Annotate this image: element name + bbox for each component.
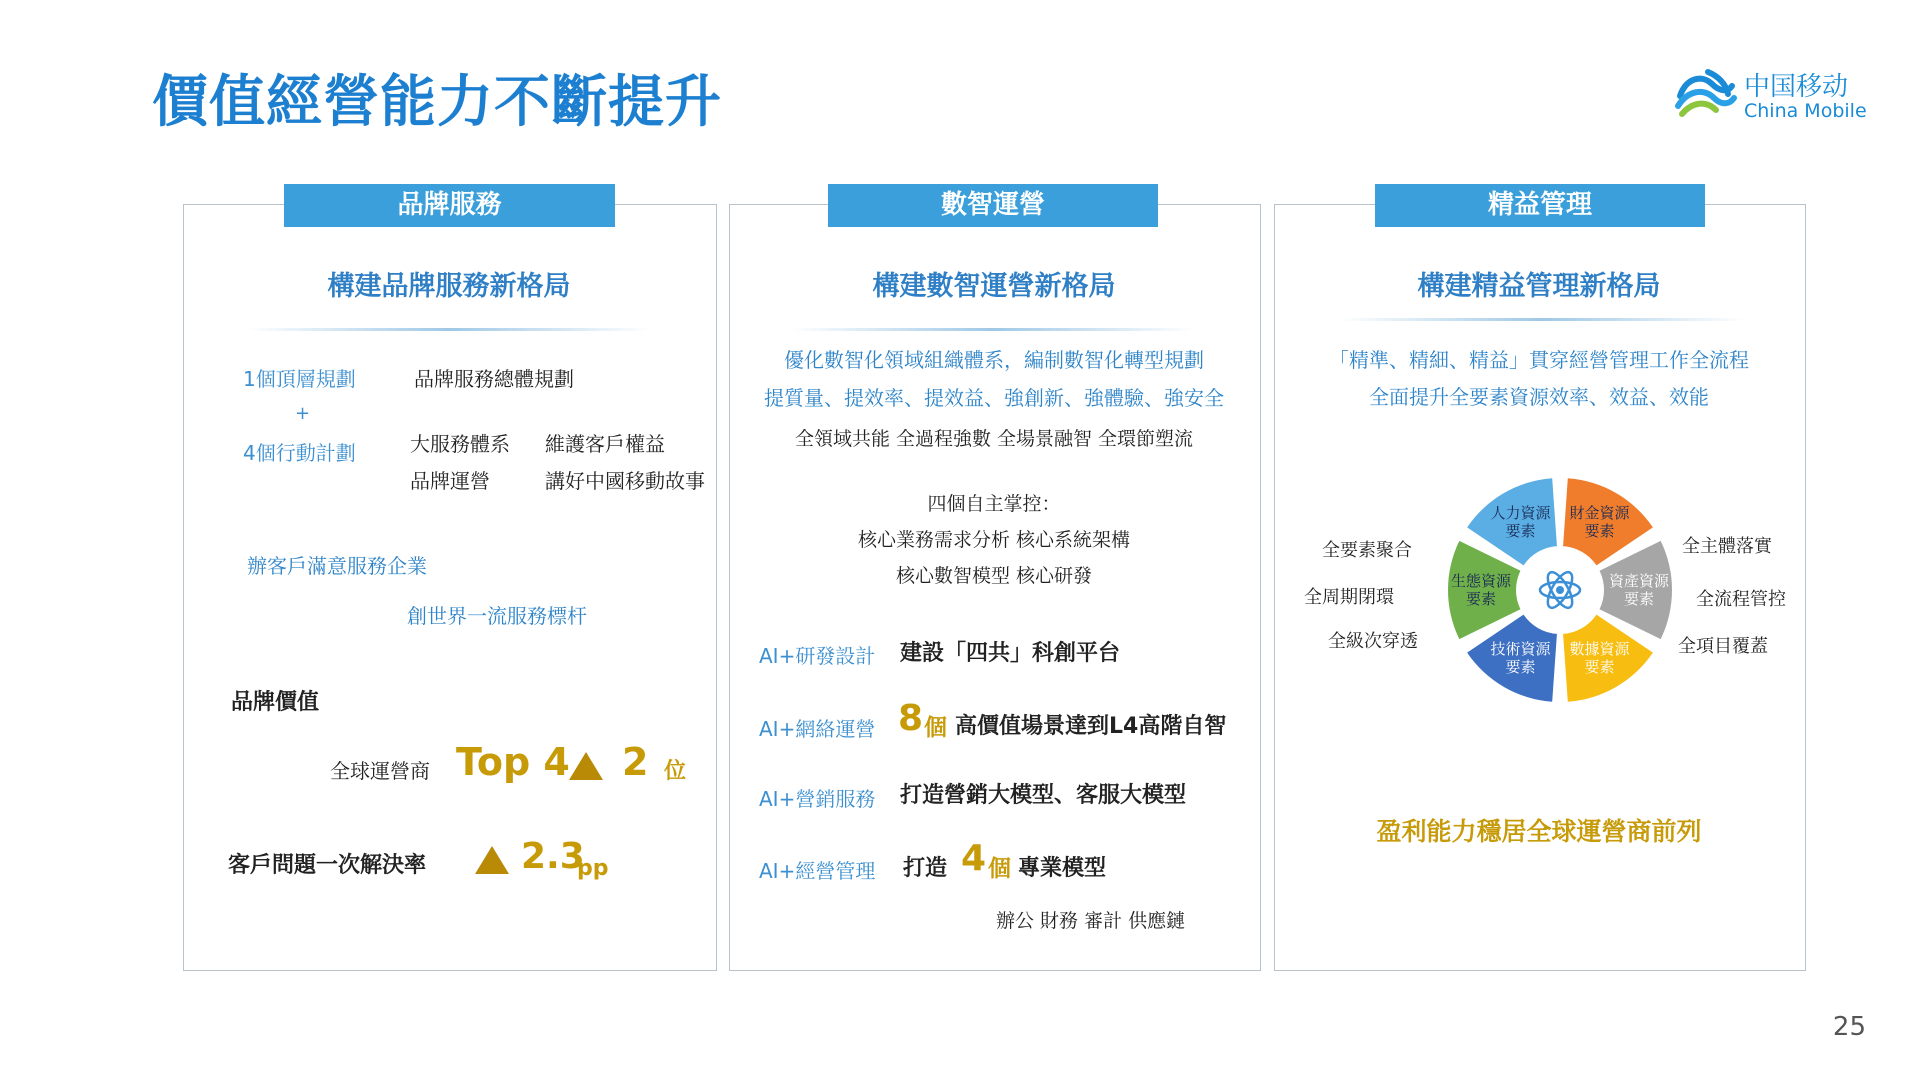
- brand-divider: [246, 328, 651, 331]
- lean-right-3: 全項目覆蓋: [1678, 636, 1768, 657]
- lean-left-2: 全周期閉環: [1304, 587, 1394, 608]
- digital-ai-2-label: AI+網絡運營: [759, 717, 876, 741]
- lean-conclusion: 盈利能力穩居全球運營商前列: [1376, 817, 1702, 846]
- brand-plan-label-1: 1個頂層規劃: [243, 367, 356, 391]
- wheel-segment-label: 數據資源 要素: [1569, 640, 1630, 677]
- page-title: 價值經營能力不斷提升: [152, 70, 722, 135]
- digital-line-3: 全領域共能 全過程強數 全場景融智 全環節塑流: [794, 428, 1194, 450]
- lean-line-2: 全面提升全要素資源效率、效益、效能: [1369, 385, 1709, 409]
- lean-left-1: 全要素聚合: [1322, 540, 1412, 561]
- digital-ai-4-pre: 打造: [903, 856, 948, 881]
- brand-plan-value-1: 品牌服務總體規劃: [414, 367, 574, 391]
- digital-ai-4-sub: 辦公 財務 審計 供應鏈: [996, 910, 1186, 932]
- resource-wheel-diagram: [1440, 455, 1680, 725]
- digital-ai-1-text: 建設「四共」科創平台: [900, 641, 1121, 666]
- digital-ai-1-label: AI+研發設計: [759, 644, 876, 668]
- logo-text-cn: 中国移动: [1744, 72, 1849, 102]
- digital-control-2: 核心數智模型 核心研發: [895, 565, 1093, 587]
- page-number: 25: [1832, 1012, 1866, 1042]
- wheel-segment-label: 技術資源 要素: [1490, 640, 1551, 677]
- logo-text-en: China Mobile: [1744, 100, 1867, 122]
- digital-line-2: 提質量、提效率、提效益、強創新、強體驗、強安全: [764, 386, 1224, 410]
- brand-rank-unit: 位: [664, 759, 687, 784]
- brand-action-1: 大服務體系: [410, 432, 510, 456]
- brand-resolve-label: 客戶問題一次解決率: [228, 853, 427, 878]
- brand-global-label: 全球運營商: [330, 759, 430, 783]
- digital-control-1: 核心業務需求分析 核心系統架構: [857, 529, 1131, 551]
- brand-action-4: 講好中國移動故事: [545, 469, 705, 493]
- atom-icon: [1540, 569, 1580, 612]
- brand-value-heading: 品牌價值: [231, 690, 320, 715]
- wheel-segment-label: 生態資源 要素: [1450, 572, 1511, 608]
- digital-line-1: 優化數智化領域組織體系，編制數智化轉型規劃: [784, 348, 1204, 372]
- up-triangle-icon: [475, 846, 509, 874]
- brand-resolve-up: 2.3: [521, 836, 585, 877]
- lean-divider: [1340, 318, 1745, 321]
- wheel-segment-label: 財金資源 要素: [1569, 503, 1630, 540]
- tab-brand-service: 品牌服務: [284, 184, 615, 227]
- brand-rank: Top 4: [456, 740, 570, 784]
- brand-rank-up: 2: [622, 740, 649, 784]
- wheel-segment-label: 人力資源 要素: [1490, 503, 1551, 540]
- digital-ai-4-num: 4: [961, 838, 987, 879]
- digital-control-title: 四個自主掌控：: [927, 493, 1061, 515]
- china-mobile-logo: [1672, 62, 1882, 132]
- up-triangle-icon: [569, 752, 603, 780]
- tab-lean-management: 精益管理: [1375, 184, 1705, 227]
- brand-plan-label-2: 4個行動計劃: [243, 441, 356, 465]
- digital-ai-2-num: 8: [898, 698, 924, 739]
- brand-resolve-unit: pp: [577, 856, 609, 881]
- lean-right-2: 全流程管控: [1696, 589, 1786, 610]
- brand-action-3: 品牌運營: [410, 469, 490, 493]
- brand-plus: +: [295, 403, 311, 424]
- digital-ai-3-text: 打造營銷大模型、客服大模型: [900, 783, 1187, 808]
- digital-ai-3-label: AI+營銷服務: [759, 787, 876, 811]
- wheel-segment-label: 資產資源 要素: [1608, 572, 1669, 608]
- lean-left-3: 全級次穿透: [1328, 631, 1418, 652]
- china-mobile-logo-icon: [1672, 62, 1738, 128]
- digital-ai-4-unit: 個: [988, 856, 1011, 882]
- digital-ai-2-text: 高價值場景達到L4高階自智: [955, 714, 1227, 739]
- digital-ai-4-text: 專業模型: [1018, 856, 1107, 881]
- tab-digital-ops: 數智運營: [828, 184, 1158, 227]
- digital-divider: [790, 328, 1195, 331]
- lean-line-1: 「精準、精細、精益」貫穿經營管理工作全流程: [1329, 348, 1749, 372]
- digital-heading: 構建數智運營新格局: [872, 271, 1116, 302]
- digital-ai-4-label: AI+經營管理: [759, 859, 876, 883]
- lean-heading: 構建精益管理新格局: [1417, 271, 1661, 302]
- brand-goal-2: 創世界一流服務標杆: [407, 604, 587, 628]
- brand-goal-1: 辦客戶滿意服務企業: [247, 554, 427, 578]
- lean-right-1: 全主體落實: [1682, 536, 1772, 557]
- digital-ai-2-unit: 個: [924, 715, 947, 741]
- brand-action-2: 維護客戶權益: [545, 432, 665, 456]
- brand-heading: 構建品牌服務新格局: [327, 271, 571, 302]
